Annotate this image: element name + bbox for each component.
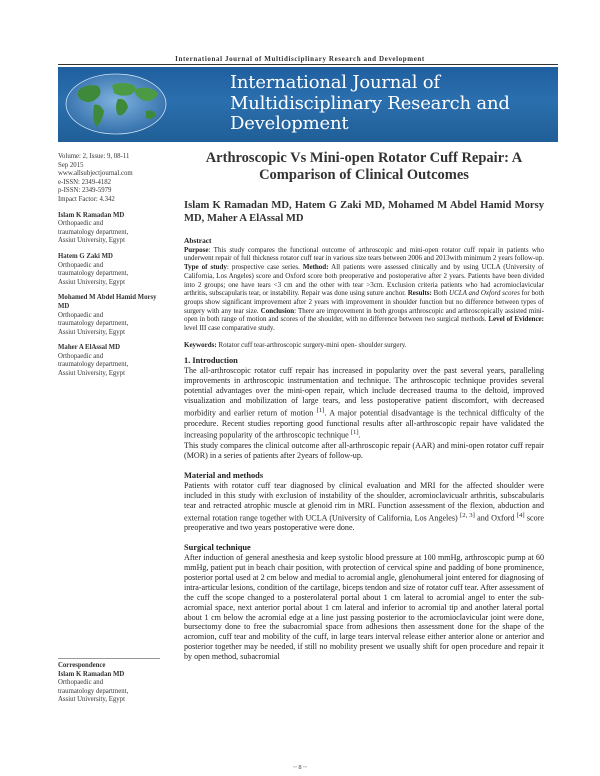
globe-icon	[64, 71, 169, 137]
intro-paragraph: This study compares the clinical outcome after all-arthroscopic repair (AAR) and mini-open rotator cuff repair (MOR) in a series of patients after 2years of follow-up.	[184, 441, 544, 460]
abstract	[184, 237, 544, 333]
surgical-paragraph: After induction of general anesthesia and keep systolic blood pressure at 100 mmHg, arthroscopic pump at 60 mmHg, patient put in beach chair position, with protection of cervical spine and padding of bone prominence, posterior portal used at 2 cm below and medial to acromial angle, glenohumeral joint entered for diagnosing of intra-articular lesions, condition of the cartilage, biceps tendon and size of rotator cuff tear. After assessment of the cuff the scope changed to a posterolateral portal about 1 cm lateral to acromial angel to enter the sub-acromial space, next anterior portal about 1 cm lateral and inferior to acromial tip and another lateral portal about 1 cm below the acromial edge at a line just passing posterior to the acromioclavicular joint were done, bursectomy done to free the subacromial space from adhesions then assessment done for the shape of the acromion, cuff tear and mobility of the cuff, in large tears interval release either anterior alone or anterior and posterior together may be needed, if still no mobility present we usually shift for open procedure and repair it by open method, subacromial	[184, 553, 544, 662]
section-methods-heading: Material and methods	[184, 470, 264, 480]
sidebar-author: Islam K Ramadan MD Orthopaedic and traumatology department, Assiut University, Egypt	[58, 211, 129, 245]
header-rule	[58, 64, 558, 65]
volume-info: Volume: 2, Issue: 9, 08-11	[58, 153, 130, 160]
sidebar-author: Mohamed M Abdel Hamid Morsy MD Orthopaedic and traumatology department, Assiut University, Egypt	[58, 294, 157, 336]
correspondence-label: Correspondence	[58, 662, 106, 669]
section-surgical-heading: Surgical technique	[184, 543, 251, 553]
journal-banner	[58, 67, 558, 142]
abstract-text: Purpose: This study compares the functional outcome of arthroscopic and mini-open rotator cuff repair in patients who underwent repair of full thickness rotator cuff tear in various size tears between 2006 and 2013with minimum 2 years follow-up. Type of study: prospective case series. Method: All patients were assessed clinically and by using UCLA (University of California, Los Angeles) score and Oxford score both preoperative and postoperative after 2 years. Patients have been divided into 2 groups; one have tears <3 cm and the other with tear >3cm. Exclusion criteria patients who had acromioclavicular arthritis, subscapularis tear, or instability. Repair was done using suture anchor. Results: Both UCLA and Oxford scores for both groups show significant improvement after 2 years with improvement in shoulder function but no difference between types of surgery with any tear size. Conclusion: There are improvement in both groups arthroscopic and arthroscopically assisted mini-open in both range of motion and scores of the shoulder, with no difference between two surgical methods. Level of Evidence: level III case comparative study.	[184, 245, 545, 333]
author-list: Islam K Ramadan MD, Hatem G Zaki MD, Mohamed M Abdel Hamid Morsy MD, Maher A ElAssal MD	[184, 200, 544, 224]
journal-website: www.allsubjectjournal.com	[58, 170, 133, 178]
banner-title: International Journal of Multidisciplinary Research and Development	[230, 72, 510, 134]
sidebar-author: Hatem G Zaki MD Orthopaedic and traumatology department, Assiut University, Egypt	[58, 252, 129, 286]
abstract-heading: Abstract	[184, 236, 212, 245]
correspondence-name: Islam K Ramadan MD	[58, 670, 125, 678]
issue-date: Sep 2015	[58, 161, 84, 169]
page-number: ~ 8 ~	[293, 764, 307, 771]
eissn: e-ISSN: 2349-4182	[58, 178, 112, 186]
impact-factor: Impact Factor: 4.342	[58, 195, 115, 203]
pissn: p-ISSN: 2349-5979	[58, 187, 112, 195]
journal-meta	[58, 153, 160, 205]
keywords: Keywords: Rotator cuff tear-arthroscopic surgery-mini open- shoulder surgery.	[184, 340, 407, 349]
journal-header: International Journal of Multidisciplinary Research and Development	[175, 55, 425, 63]
paper-title: Arthroscopic Vs Mini-open Rotator Cuff Repair: A Comparison of Clinical Outcomes	[205, 150, 523, 183]
intro-paragraph: The all-arthroscopic rotator cuff repair has increased in popularity over the past several years, paralleling improvements in arthroscopic instrumentation and technique. The arthroscopic technique provides several potential advantages over the mini-open repair, which include decreased trauma to the deltoid, improved visualization and mobilization of large tears, and less postoperative patient discomfort, with decreased morbidity and earlier return of motion [1]. A major potential disadvantage is the technical difficulty of the procedure. Recent studies reporting good functional results after all-arthroscopic repair have validated the increasing popularity of the arthroscopic technique [1].	[184, 366, 544, 441]
article-body	[184, 150, 544, 662]
methods-paragraph: Patients with rotator cuff tear diagnosed by clinical evaluation and MRI for the affected shoulder were included in this study with exclusion of instability of the shoulder, acromioclavicualr arthritis, subscabularis tear and retracted atrophic muscle at glenoid rim in MRI. Function assessment of the flexion, abduction and external rotation range together with UCLA (University of California, Los Angeles) [2, 3] and Oxford [4] score preoperative and two years postoperative were done.	[184, 480, 544, 533]
sidebar	[58, 153, 160, 704]
correspondence-rule	[58, 658, 160, 659]
section-introduction-heading: 1. Introduction	[184, 356, 238, 366]
sidebar-author: Maher A ElAssal MD Orthopaedic and traumatology department, Assiut University, Egypt	[58, 344, 129, 378]
correspondence-block: Correspondence Islam K Ramadan MD Orthopaedic and traumatology department, Assiut University, Egypt	[58, 658, 160, 705]
